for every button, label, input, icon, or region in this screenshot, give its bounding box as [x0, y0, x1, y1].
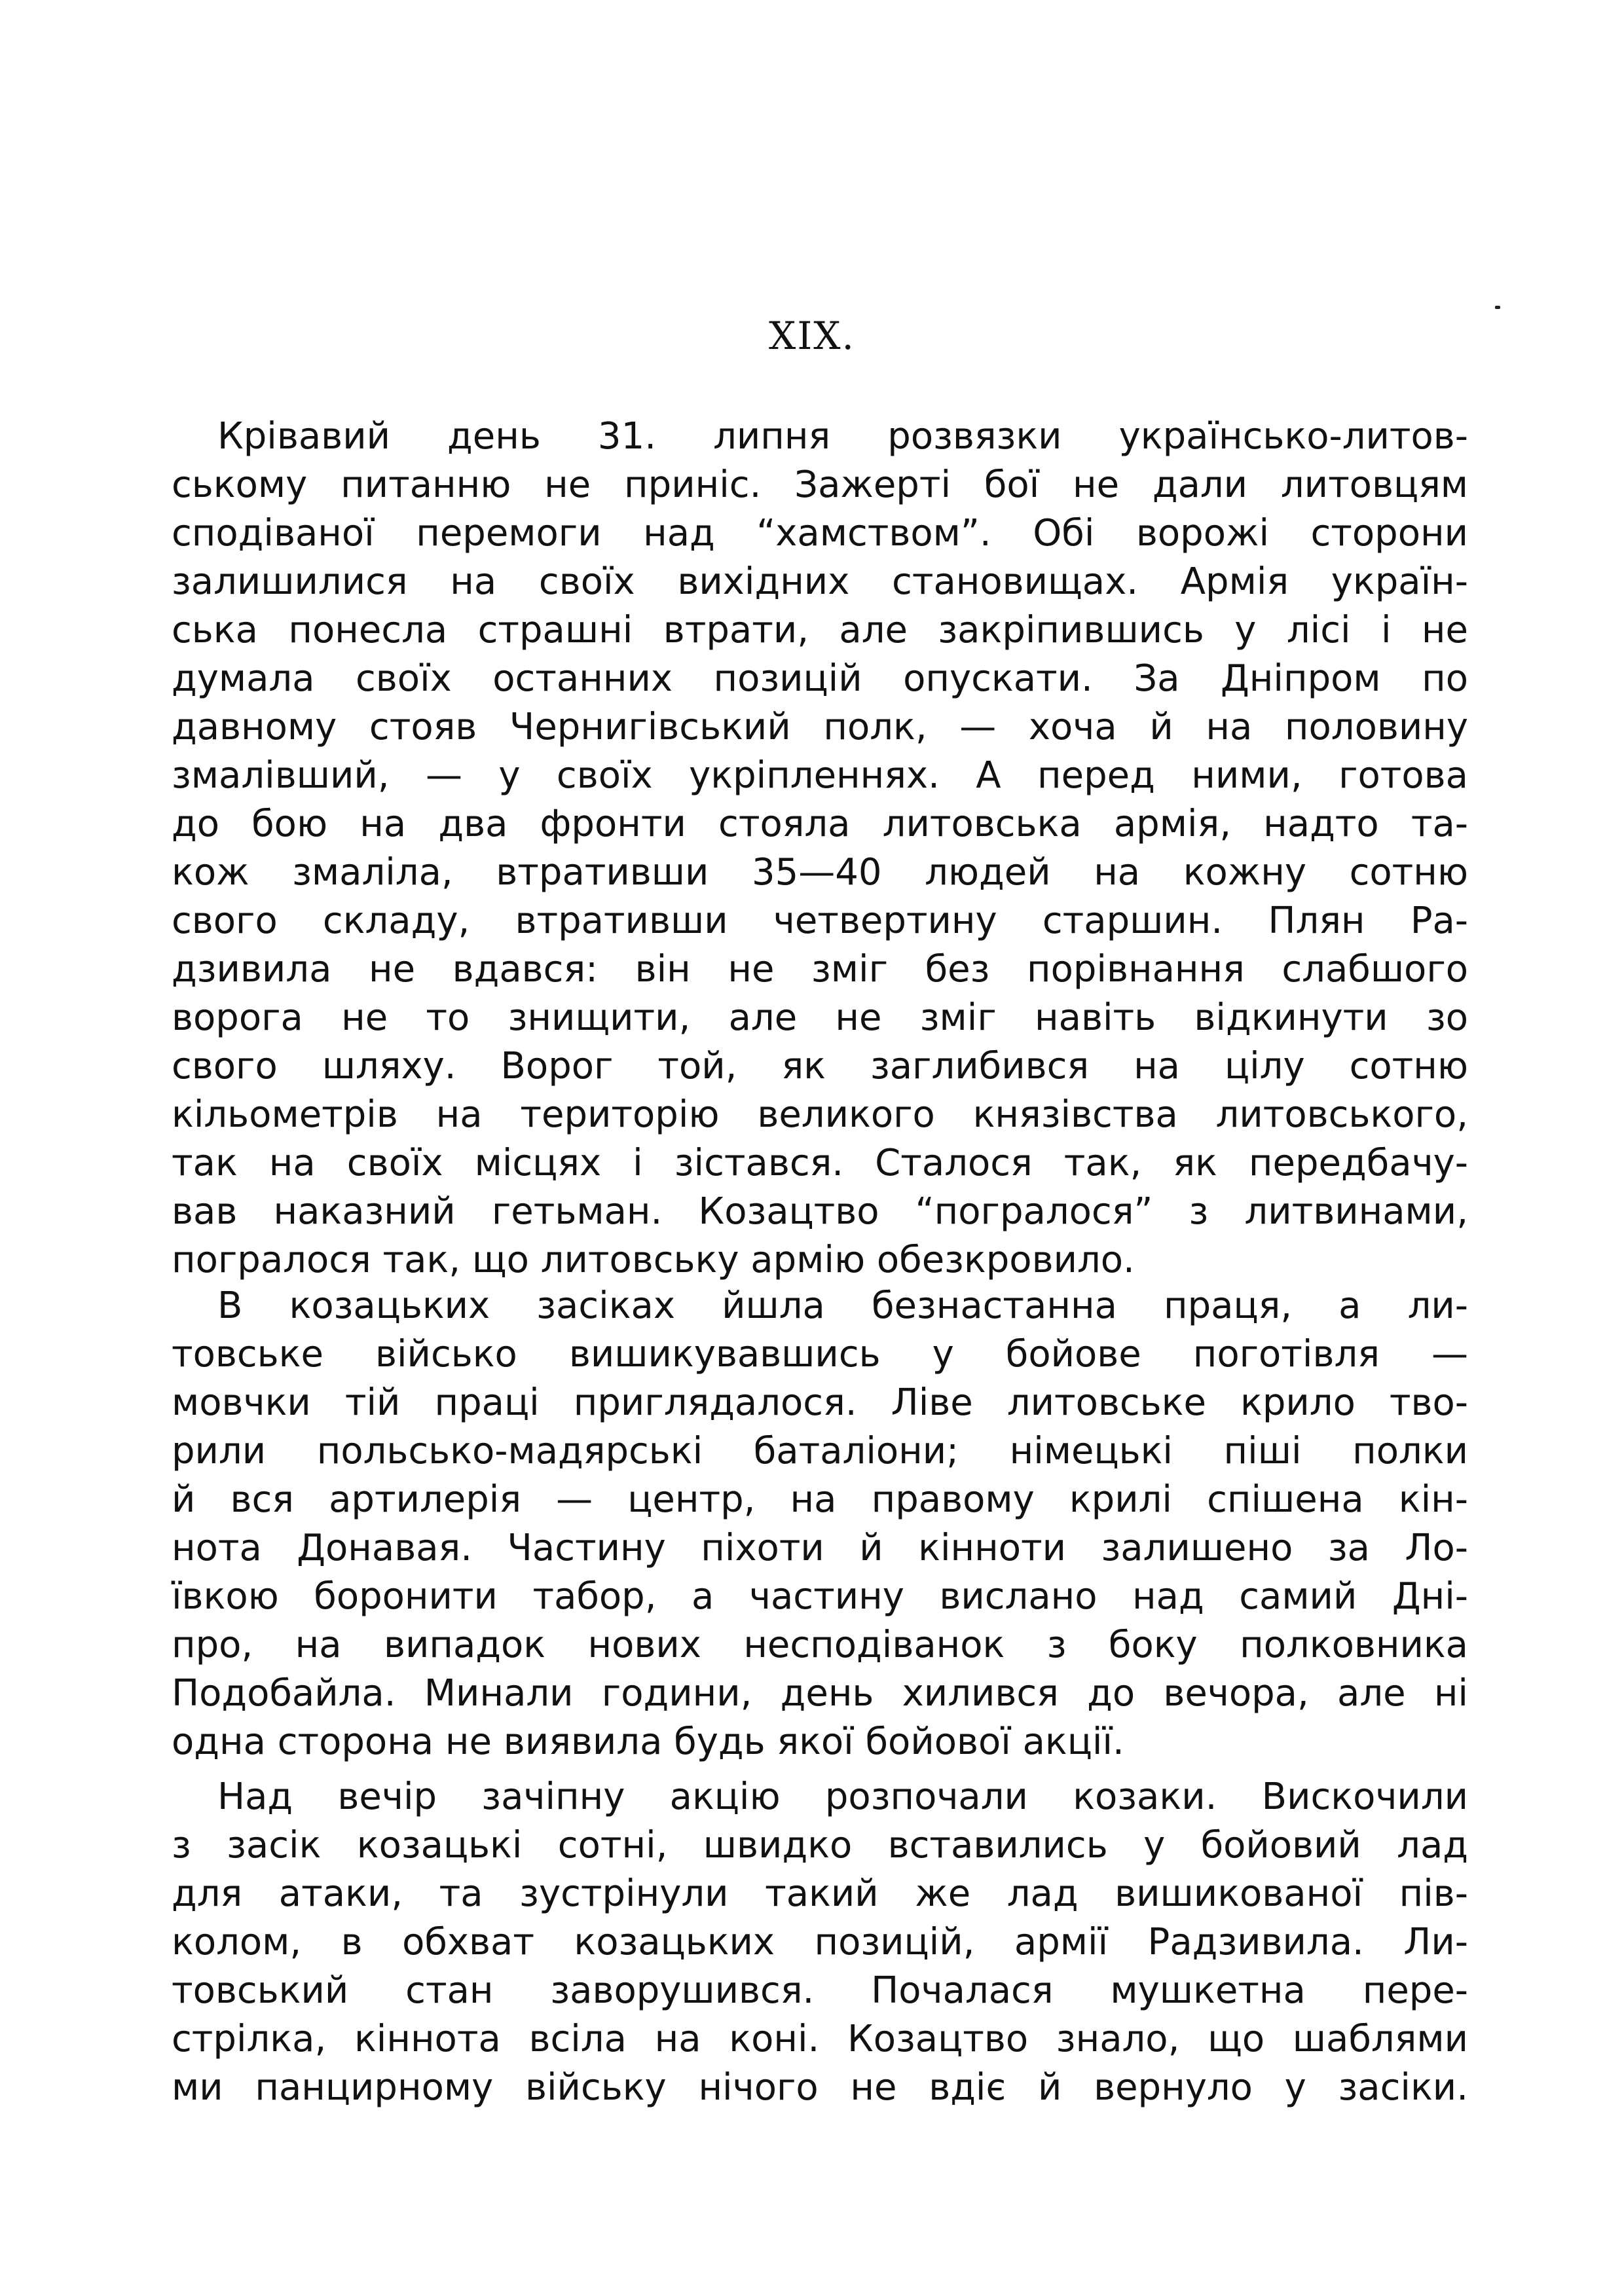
text-line: В козацьких засіках йшла безнастанна праця, а ли- [217, 1285, 1468, 1327]
text-line: Крівавий день 31. липня розвязки українсько-литов- [217, 415, 1468, 458]
text-line: ському питанню не приніс. Зажерті бої не дали литовцям [172, 464, 1468, 506]
text-line: думала своїх останних позицій опускати. За Дніпром по [172, 657, 1468, 700]
paragraph-2 [172, 1282, 1468, 1766]
text-line: давному стояв Чернигівський полк, — хоча й на половину [172, 706, 1468, 748]
text-line: рили польсько-мадярські баталіони; німецькі піші полки [172, 1430, 1468, 1472]
text-line: ворога не то знищити, але не зміг навіть відкинути зо [172, 996, 1468, 1039]
text-line: змалівший, — у своїх укріпленнях. А перед ними, готова [172, 754, 1468, 797]
text-line: дзивила не вдався: він не зміг без порівнання слабшого [172, 948, 1468, 991]
text-line: Над вечір зачіпну акцію розпочали козаки. Вискочили [217, 1776, 1468, 1818]
text-line: так на своїх місцях і зістався. Сталося так, як передбачу- [172, 1142, 1468, 1184]
text-line: мовчки тій праці приглядалося. Ліве литовське крило тво- [172, 1381, 1468, 1424]
text-line: Подобайла. Минали години, день хилився до вечора, але ні [172, 1672, 1468, 1715]
text-line: до бою на два фронти стояла литовська армія, надто та- [172, 803, 1468, 845]
text-line: з засік козацькі сотні, швидко вставились у бойовий лад [172, 1824, 1468, 1867]
text-line: нота Донавая. Частину піхоти й кінноти залишено за Ло- [172, 1527, 1468, 1569]
paragraph-1 [172, 412, 1468, 1285]
text-line: для атаки, та зустрінули такий же лад вишикованої пів- [172, 1872, 1468, 1915]
text-line: погралося так, що литовську армію обезкровило. [172, 1239, 1135, 1281]
text-line: кож змаліла, втративши 35—40 людей на кожну сотню [172, 851, 1468, 894]
text-line: товський стан заворушився. Почалася мушкетна пере- [172, 1969, 1468, 2012]
text-line: й вся артилерія — центр, на правому крилі спішена кін- [172, 1478, 1468, 1521]
text-line: колом, в обхват козацьких позицій, армії Радзивила. Ли- [172, 1921, 1468, 1963]
text-line: ська понесла страшні втрати, але закріпившись у лісі і не [172, 609, 1468, 651]
text-line: ївкою боронити табор, а частину вислано над самий Дні- [172, 1575, 1468, 1618]
text-line: свого складу, втративши четвертину старшин. Плян Ра- [172, 900, 1468, 942]
text-line: залишилися на своїх вихідних становищах. Армія україн- [172, 560, 1468, 603]
text-line: вав наказний гетьман. Козацтво “погралося” з литвинами, [172, 1190, 1468, 1233]
text-line: кільометрів на територію великого князівства литовського, [172, 1093, 1468, 1136]
chapter-heading: XIX. [769, 314, 855, 358]
text-line: товське військо вишикувавшись у бойове поготівля — [172, 1333, 1468, 1376]
text-line: стрілка, кіннота всіла на коні. Козацтво знало, що шаблями [172, 2018, 1468, 2060]
text-line: ми панцирному війську нічого не вдіє й вернуло у засіки. [172, 2066, 1468, 2109]
text-line: сподіваної перемоги над “хамством”. Обі ворожі сторони [172, 512, 1468, 555]
text-line: одна сторона не виявила будь якої бойової акції. [172, 1721, 1124, 1763]
text-line: свого шляху. Ворог той, як заглибився на цілу сотню [172, 1045, 1468, 1087]
paragraph-3 [172, 1773, 1468, 2112]
print-speck [1495, 306, 1500, 309]
text-line: про, на випадок нових несподіванок з боку полковника [172, 1624, 1468, 1666]
